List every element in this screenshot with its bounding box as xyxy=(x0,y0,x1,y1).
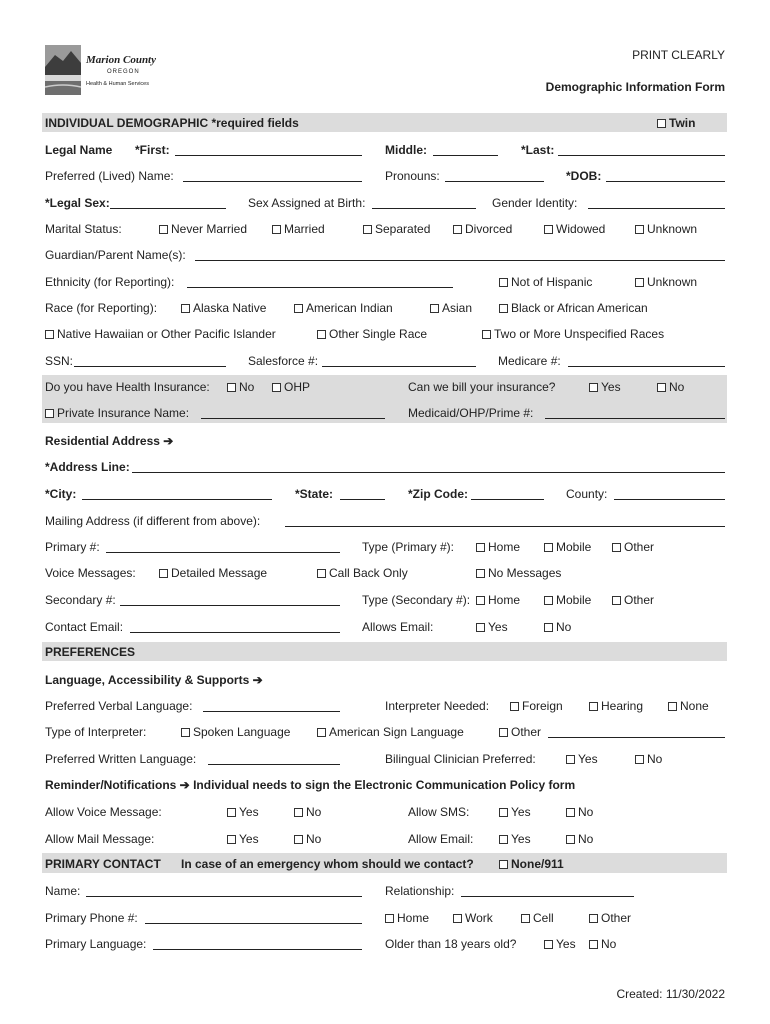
option-label: Married xyxy=(284,222,325,236)
language-heading: Language, Accessibility & Supports ➔ xyxy=(45,673,263,687)
option-label: No Messages xyxy=(488,566,562,580)
checkbox[interactable] xyxy=(544,596,553,605)
allow-email-yes[interactable] xyxy=(499,832,531,847)
emergency-question: In case of an emergency whom should we contact? xyxy=(181,857,474,871)
interpreter-needed-label: Interpreter Needed: xyxy=(385,699,490,713)
race-other-single[interactable] xyxy=(317,327,427,342)
checkbox[interactable] xyxy=(635,278,644,287)
race-asian[interactable] xyxy=(430,301,472,316)
checkbox[interactable] xyxy=(272,225,281,234)
checkbox[interactable] xyxy=(544,225,553,234)
race-native-hawaiian[interactable] xyxy=(45,327,276,342)
option-label: Home xyxy=(397,911,430,925)
checkbox[interactable] xyxy=(635,225,644,234)
type-interpreter-label: Type of Interpreter: xyxy=(45,725,147,739)
option-label: Yes xyxy=(239,832,259,846)
marital-widowed[interactable] xyxy=(544,222,605,237)
allow-sms-label: Allow SMS: xyxy=(408,805,470,819)
checkbox[interactable] xyxy=(566,835,575,844)
option-label: Home xyxy=(488,593,521,607)
zip-label: *Zip Code: xyxy=(408,487,468,501)
option-label: Other xyxy=(624,540,655,554)
checkbox[interactable] xyxy=(453,914,462,923)
option-label: Divorced xyxy=(465,222,513,236)
checkbox[interactable] xyxy=(476,596,485,605)
checkbox[interactable] xyxy=(317,569,326,578)
option-label: No xyxy=(669,380,685,394)
option-label: No xyxy=(239,380,255,394)
checkbox[interactable] xyxy=(227,835,236,844)
ethnicity-field[interactable] xyxy=(187,287,453,288)
pronouns-label: Pronouns: xyxy=(385,169,440,183)
marital-separated[interactable] xyxy=(363,222,430,237)
zip-field[interactable] xyxy=(471,499,544,500)
bilingual-yes[interactable] xyxy=(566,752,598,767)
checkbox[interactable] xyxy=(521,914,530,923)
secondary-phone-field[interactable] xyxy=(120,605,340,606)
ethnicity-label: Ethnicity (for Reporting): xyxy=(45,275,175,289)
preferences-band xyxy=(42,642,727,661)
mailing-address-label: Mailing Address (if different from above): xyxy=(45,514,261,528)
checkbox[interactable] xyxy=(430,304,439,313)
primary-contact-title: PRIMARY CONTACT xyxy=(45,857,161,871)
checkbox[interactable] xyxy=(363,225,372,234)
checkbox[interactable] xyxy=(612,543,621,552)
interp-type-other[interactable] xyxy=(499,725,541,740)
checkbox[interactable] xyxy=(159,569,168,578)
preferences-title: PREFERENCES xyxy=(45,645,136,659)
contact-email-label: Contact Email: xyxy=(45,620,124,634)
county-label: County: xyxy=(566,487,608,501)
option-label: Yes xyxy=(578,752,598,766)
contact-phone-cell[interactable] xyxy=(521,911,554,926)
allow-sms-no[interactable] xyxy=(566,805,593,820)
checkbox[interactable] xyxy=(499,835,508,844)
last-name-field[interactable] xyxy=(558,155,725,156)
option-label: Widowed xyxy=(556,222,606,236)
middle-name-field[interactable] xyxy=(433,155,498,156)
secondary-phone-label: Secondary #: xyxy=(45,593,116,607)
voice-detailed[interactable] xyxy=(159,566,267,581)
address-line-field[interactable] xyxy=(132,472,725,473)
option-label: Unknown xyxy=(647,222,698,236)
checkbox[interactable] xyxy=(317,330,326,339)
allow-voice-no[interactable] xyxy=(294,805,321,820)
option-label: Cell xyxy=(533,911,554,925)
contact-phone-other[interactable] xyxy=(589,911,631,926)
option-label: None/911 xyxy=(511,857,564,871)
checkbox[interactable] xyxy=(227,383,236,392)
marital-unknown[interactable] xyxy=(635,222,697,237)
secondary-type-home[interactable] xyxy=(476,593,520,608)
contact-email-field[interactable] xyxy=(130,632,340,633)
race-alaska-native[interactable] xyxy=(181,301,266,316)
primary-type-mobile[interactable] xyxy=(544,540,591,555)
older-18-yes[interactable] xyxy=(544,937,576,952)
print-clearly: PRINT CLEARLY xyxy=(632,48,725,62)
checkbox[interactable] xyxy=(45,409,54,418)
ssn-field[interactable] xyxy=(74,366,226,367)
legal-name-label: Legal Name xyxy=(45,143,113,157)
option-label: None xyxy=(680,699,709,713)
state-field[interactable] xyxy=(340,499,385,500)
option-label: Yes xyxy=(511,805,531,819)
option-label: Foreign xyxy=(522,699,563,713)
private-insurance-label: Private Insurance Name: xyxy=(57,406,190,420)
private-insurance-option[interactable] xyxy=(45,406,189,421)
allow-sms-yes[interactable] xyxy=(499,805,531,820)
guardian-field[interactable] xyxy=(195,260,725,261)
preferred-name-field[interactable] xyxy=(183,181,362,182)
option-label: American Sign Language xyxy=(329,725,464,739)
checkbox[interactable] xyxy=(499,728,508,737)
written-language-field[interactable] xyxy=(208,764,340,765)
older-18-label: Older than 18 years old? xyxy=(385,937,517,951)
option-label: No xyxy=(556,620,572,634)
residential-address-heading: Residential Address ➔ xyxy=(45,434,174,448)
option-label: No xyxy=(578,832,594,846)
salesforce-field[interactable] xyxy=(322,366,476,367)
allow-mail-yes[interactable] xyxy=(227,832,259,847)
option-label: Black or African American xyxy=(511,301,648,315)
verbal-language-label: Preferred Verbal Language: xyxy=(45,699,193,713)
checkbox[interactable] xyxy=(476,569,485,578)
option-label: No xyxy=(578,805,594,819)
city-field[interactable] xyxy=(82,499,272,500)
checkbox[interactable] xyxy=(482,330,491,339)
checkbox[interactable] xyxy=(159,225,168,234)
type-secondary-label: Type (Secondary #): xyxy=(362,593,471,607)
option-label: Other xyxy=(624,593,655,607)
contact-phone-field[interactable] xyxy=(145,923,362,924)
reminder-heading: Reminder/Notifications ➔ Individual needs to sign the Electronic Communication Policy form xyxy=(45,778,576,792)
checkbox[interactable] xyxy=(294,304,303,313)
option-label: No xyxy=(306,805,322,819)
allow-voice-yes[interactable] xyxy=(227,805,259,820)
first-name-field[interactable] xyxy=(175,155,362,156)
older-18-no[interactable] xyxy=(589,937,616,952)
allow-mail-no[interactable] xyxy=(294,832,321,847)
checkbox[interactable] xyxy=(499,278,508,287)
city-label: *City: xyxy=(45,487,77,501)
checkbox[interactable] xyxy=(589,383,598,392)
individual-section-title: INDIVIDUAL DEMOGRAPHIC *required fields xyxy=(45,116,299,130)
secondary-type-other[interactable] xyxy=(612,593,654,608)
dob-field[interactable] xyxy=(606,181,725,182)
checkbox[interactable] xyxy=(317,728,326,737)
checkbox[interactable] xyxy=(566,755,575,764)
checkbox[interactable] xyxy=(635,755,644,764)
interp-other-field[interactable] xyxy=(548,737,725,738)
option-label: Call Back Only xyxy=(329,566,408,580)
allows-email-yes[interactable] xyxy=(476,620,508,635)
twin-option[interactable] xyxy=(657,116,695,131)
medicare-label: Medicare #: xyxy=(498,354,561,368)
contact-phone-work[interactable] xyxy=(453,911,493,926)
option-label: Separated xyxy=(375,222,431,236)
interp-type-asl[interactable] xyxy=(317,725,464,740)
marital-never-married[interactable] xyxy=(159,222,247,237)
checkbox[interactable] xyxy=(589,702,598,711)
health-insurance-label: Do you have Health Insurance: xyxy=(45,380,210,394)
option-label: Yes xyxy=(511,832,531,846)
medicare-field[interactable] xyxy=(568,366,725,367)
bill-no[interactable] xyxy=(657,380,684,395)
relationship-field[interactable] xyxy=(461,896,634,897)
county-logo xyxy=(45,45,160,97)
twin-label: Twin xyxy=(669,116,696,130)
private-insurance-field[interactable] xyxy=(201,418,385,419)
checkbox[interactable] xyxy=(272,383,281,392)
checkbox[interactable] xyxy=(227,808,236,817)
option-label: Other Single Race xyxy=(329,327,428,341)
option-label: Yes xyxy=(488,620,508,634)
option-label: Other xyxy=(511,725,542,739)
pronouns-field[interactable] xyxy=(445,181,544,182)
option-label: Spoken Language xyxy=(193,725,291,739)
contact-phone-label: Primary Phone #: xyxy=(45,911,138,925)
primary-phone-label: Primary #: xyxy=(45,540,100,554)
checkbox[interactable] xyxy=(294,835,303,844)
option-label: Work xyxy=(465,911,493,925)
option-label: Other xyxy=(601,911,632,925)
checkbox[interactable] xyxy=(181,304,190,313)
dob-label: *DOB: xyxy=(566,169,602,183)
checkbox[interactable] xyxy=(544,543,553,552)
ethnicity-unknown[interactable] xyxy=(635,275,697,290)
option-label: Two or More Unspecified Races xyxy=(494,327,665,341)
race-label: Race (for Reporting): xyxy=(45,301,158,315)
checkbox[interactable] xyxy=(476,623,485,632)
checkbox[interactable] xyxy=(510,702,519,711)
marital-divorced[interactable] xyxy=(453,222,512,237)
checkbox[interactable] xyxy=(294,808,303,817)
checkbox[interactable] xyxy=(657,383,666,392)
interp-hearing[interactable] xyxy=(589,699,643,714)
address-line-label: *Address Line: xyxy=(45,460,130,474)
bilingual-label: Bilingual Clinician Preferred: xyxy=(385,752,536,766)
interp-type-spoken[interactable] xyxy=(181,725,290,740)
salesforce-label: Salesforce #: xyxy=(248,354,319,368)
voice-messages-label: Voice Messages: xyxy=(45,566,136,580)
option-label: Hearing xyxy=(601,699,644,713)
race-black[interactable] xyxy=(499,301,648,316)
allows-email-no[interactable] xyxy=(544,620,571,635)
allow-email-no[interactable] xyxy=(566,832,593,847)
checkbox[interactable] xyxy=(612,596,621,605)
option-label: Never Married xyxy=(171,222,248,236)
option-label: Mobile xyxy=(556,540,592,554)
ssn-label: SSN: xyxy=(45,354,74,368)
gender-identity-label: Gender Identity: xyxy=(492,196,578,210)
checkbox[interactable] xyxy=(668,702,677,711)
checkbox[interactable] xyxy=(589,940,598,949)
checkbox[interactable] xyxy=(385,914,394,923)
middle-name-label: Middle: xyxy=(385,143,427,157)
checkbox[interactable] xyxy=(589,914,598,923)
option-label: Yes xyxy=(556,937,576,951)
preferred-name-label: Preferred (Lived) Name: xyxy=(45,169,174,183)
bilingual-no[interactable] xyxy=(635,752,662,767)
medicaid-field[interactable] xyxy=(545,418,725,419)
checkbox[interactable] xyxy=(499,860,508,869)
none-911-option[interactable] xyxy=(499,857,564,872)
mailing-address-field[interactable] xyxy=(285,526,725,527)
written-language-label: Preferred Written Language: xyxy=(45,752,197,766)
allow-voice-label: Allow Voice Message: xyxy=(45,805,162,819)
option-label: Yes xyxy=(239,805,259,819)
contact-name-field[interactable] xyxy=(86,896,362,897)
logo-name: Marion County xyxy=(86,54,156,66)
logo-state: OREGON xyxy=(107,69,140,75)
option-label: Yes xyxy=(601,380,621,394)
type-primary-label: Type (Primary #): xyxy=(362,540,455,554)
medicaid-label: Medicaid/OHP/Prime #: xyxy=(408,406,534,420)
primary-language-field[interactable] xyxy=(153,949,362,950)
guardian-label: Guardian/Parent Name(s): xyxy=(45,248,186,262)
voice-callback[interactable] xyxy=(317,566,408,581)
option-label: Alaska Native xyxy=(193,301,267,315)
allow-email-label: Allow Email: xyxy=(408,832,474,846)
verbal-language-field[interactable] xyxy=(203,711,340,712)
gender-identity-field[interactable] xyxy=(588,208,725,209)
interp-none[interactable] xyxy=(668,699,709,714)
option-label: Not of Hispanic xyxy=(511,275,593,289)
form-title: Demographic Information Form xyxy=(545,80,725,94)
bill-insurance-label: Can we bill your insurance? xyxy=(408,380,556,394)
checkbox[interactable] xyxy=(544,623,553,632)
ethnicity-not-hispanic[interactable] xyxy=(499,275,592,290)
bill-yes[interactable] xyxy=(589,380,621,395)
last-name-label: *Last: xyxy=(521,143,555,157)
option-label: Native Hawaiian or Other Pacific Islander xyxy=(57,327,276,341)
race-american-indian[interactable] xyxy=(294,301,393,316)
checkbox[interactable] xyxy=(453,225,462,234)
sex-assigned-field[interactable] xyxy=(372,208,476,209)
sex-assigned-label: Sex Assigned at Birth: xyxy=(248,196,366,210)
checkbox[interactable] xyxy=(45,330,54,339)
checkbox[interactable] xyxy=(476,543,485,552)
relationship-label: Relationship: xyxy=(385,884,455,898)
marital-status-label: Marital Status: xyxy=(45,222,122,236)
option-label: Detailed Message xyxy=(171,566,268,580)
hi-no[interactable] xyxy=(227,380,254,395)
first-name-label: *First: xyxy=(135,143,170,157)
allows-email-label: Allows Email: xyxy=(362,620,434,634)
twin-checkbox[interactable] xyxy=(657,119,666,128)
checkbox[interactable] xyxy=(544,940,553,949)
county-field[interactable] xyxy=(614,499,725,500)
option-label: No xyxy=(601,937,617,951)
option-label: American Indian xyxy=(306,301,393,315)
state-label: *State: xyxy=(295,487,334,501)
race-two-or-more[interactable] xyxy=(482,327,664,342)
checkbox[interactable] xyxy=(181,728,190,737)
contact-name-label: Name: xyxy=(45,884,81,898)
logo-dept: Health & Human Services xyxy=(86,81,149,87)
legal-sex-field[interactable] xyxy=(110,208,226,209)
option-label: No xyxy=(306,832,322,846)
checkbox[interactable] xyxy=(566,808,575,817)
option-label: OHP xyxy=(284,380,311,394)
option-label: Asian xyxy=(442,301,473,315)
primary-phone-field[interactable] xyxy=(106,552,340,553)
primary-language-label: Primary Language: xyxy=(45,937,147,951)
option-label: Home xyxy=(488,540,521,554)
legal-sex-label: *Legal Sex: xyxy=(45,196,110,210)
allow-mail-label: Allow Mail Message: xyxy=(45,832,155,846)
checkbox[interactable] xyxy=(499,808,508,817)
marital-married[interactable] xyxy=(272,222,325,237)
hi-ohp[interactable] xyxy=(272,380,310,395)
created-date: Created: 11/30/2022 xyxy=(616,987,725,1001)
contact-phone-home[interactable] xyxy=(385,911,429,926)
option-label: Mobile xyxy=(556,593,592,607)
voice-none[interactable] xyxy=(476,566,561,581)
interp-foreign[interactable] xyxy=(510,699,563,714)
secondary-type-mobile[interactable] xyxy=(544,593,591,608)
checkbox[interactable] xyxy=(499,304,508,313)
option-label: Unknown xyxy=(647,275,698,289)
primary-type-home[interactable] xyxy=(476,540,520,555)
option-label: No xyxy=(647,752,663,766)
primary-type-other[interactable] xyxy=(612,540,654,555)
